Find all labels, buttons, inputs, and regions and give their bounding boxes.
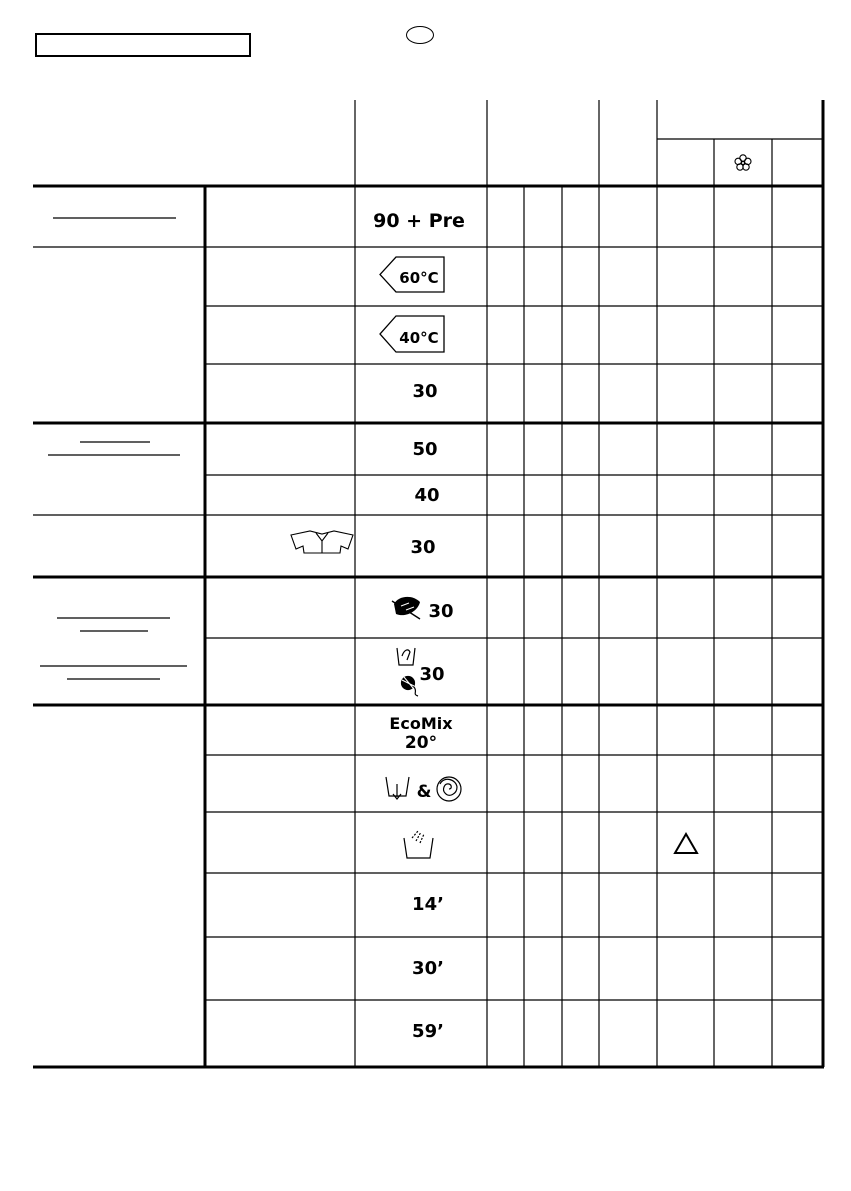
row-ecomix-label: EcoMix [389, 714, 453, 733]
table-vertical-rules [205, 100, 823, 1067]
rinse-tub-icon [404, 831, 433, 858]
row-drain-spin-label: & [416, 782, 432, 802]
row-30-wool-label: 30 [428, 601, 454, 622]
handwash-yarn-icon [397, 648, 418, 696]
row-40b-label: 40 [414, 485, 440, 506]
wool-leaf-icon [392, 597, 420, 619]
row-60-label: 60°C [399, 269, 439, 287]
row-30-shirt-label: 30 [410, 537, 436, 558]
row-90-pre-label: 90 + Pre [373, 210, 465, 232]
row-30-hand-label: 30 [419, 664, 445, 685]
row-59-min-label: 59’ [412, 1021, 444, 1042]
flower-icon [735, 155, 751, 170]
row-30-label: 30 [412, 381, 438, 402]
row-40-label: 40°C [399, 329, 439, 347]
triangle-icon [675, 834, 697, 853]
shirt-icon [291, 531, 353, 553]
row-ecomix-temp-label: 20° [404, 733, 438, 753]
row-14-min-label: 14’ [412, 894, 444, 915]
row-30-min-label: 30’ [412, 958, 444, 979]
row-50-label: 50 [412, 439, 438, 460]
group-label-underlines [40, 218, 187, 679]
